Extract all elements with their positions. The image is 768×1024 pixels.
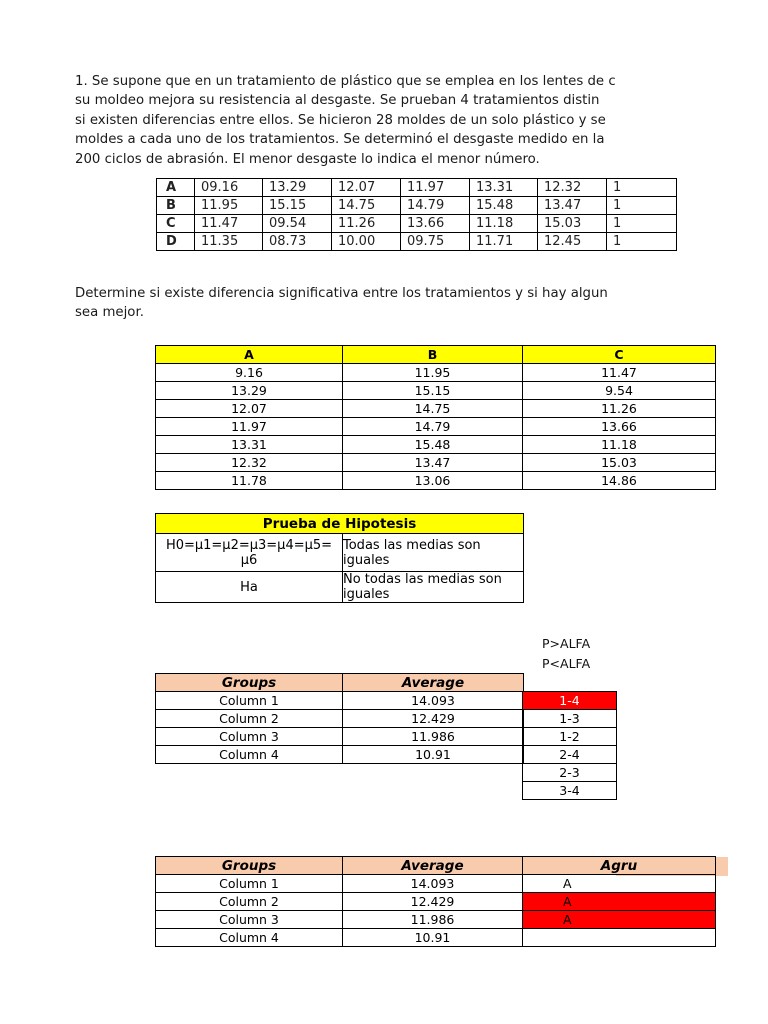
- table-cell: 14.75: [332, 197, 401, 215]
- table-cell: 12.07: [156, 400, 343, 418]
- table-cell: 12.32: [156, 454, 343, 472]
- grouping-table-wrapper: [155, 856, 638, 952]
- problem-line: si existen diferencias entre ellos. Se hicieron 28 moldes de un solo plástico y se: [75, 112, 606, 128]
- table-cell: 15.03: [523, 454, 716, 472]
- table-cell: 14.79: [401, 197, 470, 215]
- table-cell: 10.91: [343, 746, 524, 764]
- table-cell: 15.15: [263, 197, 332, 215]
- table-header-row: [156, 857, 716, 875]
- criteria-p-greater: P>ALFA: [542, 636, 591, 651]
- table-header-row: [156, 346, 716, 364]
- table-cell: 11.35: [195, 233, 263, 251]
- table-row: [156, 364, 716, 382]
- table-row: [156, 454, 716, 472]
- comparison-pair: 2-3: [523, 764, 617, 782]
- table-row: [156, 710, 524, 728]
- comparisons-table: [522, 691, 617, 800]
- ha-text: No todas las medias son iguales: [343, 572, 524, 603]
- table-cell: 11.986: [343, 728, 524, 746]
- table-cell: 14.86: [523, 472, 716, 490]
- comparison-pair-highlighted: 1-4: [523, 692, 617, 710]
- table-cell: 09.75: [401, 233, 470, 251]
- group-letter: A: [523, 875, 716, 893]
- samples-table-wrapper: [155, 345, 637, 497]
- table-cell: 10.91: [343, 929, 523, 947]
- table-row: [156, 746, 524, 764]
- column-header: Agru: [523, 857, 716, 875]
- table-cell: 1: [607, 197, 677, 215]
- table-cell: 08.73: [263, 233, 332, 251]
- table-row: [156, 728, 524, 746]
- table-cell: Column 4: [156, 929, 343, 947]
- table-cell: 11.95: [195, 197, 263, 215]
- table-row: [523, 782, 617, 800]
- data-table-wrapper: [156, 178, 622, 256]
- column-header: B: [343, 346, 523, 364]
- problem-statement: [75, 72, 616, 172]
- table-cell: 15.48: [470, 197, 538, 215]
- table-row: [157, 233, 677, 251]
- comparison-pair: 1-3: [523, 710, 617, 728]
- table-row: [157, 215, 677, 233]
- table-row: [523, 692, 617, 710]
- column-header: A: [156, 346, 343, 364]
- problem-line: moldes a cada uno de los tratamientos. Se determinó el desgaste medido en la: [75, 132, 605, 148]
- group-letter: [523, 929, 716, 947]
- column-header: Groups: [156, 674, 343, 692]
- table-cell: 9.54: [523, 382, 716, 400]
- table-header-row: [156, 674, 524, 692]
- table-row: [156, 929, 716, 947]
- table-cell: Column 2: [156, 893, 343, 911]
- table-cell: 09.54: [263, 215, 332, 233]
- table-row: [156, 534, 524, 572]
- table-row: [156, 436, 716, 454]
- table-cell: 11.47: [523, 364, 716, 382]
- table-cell: 1: [607, 215, 677, 233]
- table-cell: Column 1: [156, 875, 343, 893]
- criteria-p-less: P<ALFA: [542, 656, 591, 671]
- table-row: [157, 179, 677, 197]
- table-cell: 11.78: [156, 472, 343, 490]
- table-row: [156, 572, 524, 603]
- table-cell: 14.75: [343, 400, 523, 418]
- hypothesis-table: [155, 513, 524, 603]
- table-cell: 11.47: [195, 215, 263, 233]
- hypothesis-title: Prueba de Hipotesis: [156, 514, 524, 534]
- h0-label: H0=µ1=µ2=µ3=µ4=µ5= µ6: [156, 534, 343, 572]
- table-cell: 15.48: [343, 436, 523, 454]
- table-cell: 15.15: [343, 382, 523, 400]
- column-header: Groups: [156, 857, 343, 875]
- group-letter-highlighted: A: [523, 893, 716, 911]
- table-cell: 12.07: [332, 179, 401, 197]
- group-letter-highlighted: A: [523, 911, 716, 929]
- problem-line: su moldeo mejora su resistencia al desgaste. Se prueban 4 tratamientos distin: [75, 93, 600, 109]
- table-cell: 11.95: [343, 364, 523, 382]
- comparison-pair: 3-4: [523, 782, 617, 800]
- samples-table: [155, 345, 716, 490]
- grouping-table: [155, 856, 716, 947]
- table-cell: 14.79: [343, 418, 523, 436]
- column-header: Average: [343, 857, 523, 875]
- table-cell: 12.429: [343, 710, 524, 728]
- table-cell: 1: [607, 233, 677, 251]
- table-cell: 13.66: [401, 215, 470, 233]
- question-text: [75, 284, 616, 326]
- table-cell: 13.47: [343, 454, 523, 472]
- table-row: [156, 875, 716, 893]
- table-cell: 13.31: [470, 179, 538, 197]
- table-cell: 11.97: [156, 418, 343, 436]
- table-cell: 12.32: [538, 179, 607, 197]
- table-cell: 13.66: [523, 418, 716, 436]
- table-cell: 10.00: [332, 233, 401, 251]
- h0-text: Todas las medias son iguales: [343, 534, 524, 572]
- table-cell: Column 2: [156, 710, 343, 728]
- table-row: [156, 472, 716, 490]
- table-row: [523, 746, 617, 764]
- table-cell: 11.26: [332, 215, 401, 233]
- table-cell: Column 3: [156, 728, 343, 746]
- table-cell: 13.29: [156, 382, 343, 400]
- table-cell: 11.97: [401, 179, 470, 197]
- row-label: D: [157, 233, 195, 251]
- table-cell: 1: [607, 179, 677, 197]
- data-table: [156, 178, 677, 251]
- table-cell: 12.429: [343, 893, 523, 911]
- row-label: C: [157, 215, 195, 233]
- table-cell: 13.47: [538, 197, 607, 215]
- averages-table: [155, 673, 524, 764]
- table-row: [156, 418, 716, 436]
- table-cell: 11.18: [523, 436, 716, 454]
- row-label: A: [157, 179, 195, 197]
- question-line: sea mejor.: [75, 305, 144, 321]
- table-cell: 11.71: [470, 233, 538, 251]
- table-cell: Column 4: [156, 746, 343, 764]
- ha-label: Ha: [156, 572, 343, 603]
- table-row: [523, 728, 617, 746]
- table-cell: 14.093: [343, 692, 524, 710]
- table-cell: 12.45: [538, 233, 607, 251]
- row-label: B: [157, 197, 195, 215]
- problem-line: 1. Se supone que en un tratamiento de plástico que se emplea en los lentes de c: [75, 74, 616, 89]
- comparison-pair: 1-2: [523, 728, 617, 746]
- table-cell: 13.06: [343, 472, 523, 490]
- table-cell: Column 1: [156, 692, 343, 710]
- table-cell: 11.26: [523, 400, 716, 418]
- table-cell: 13.31: [156, 436, 343, 454]
- table-row: [156, 692, 524, 710]
- table-row: [156, 911, 716, 929]
- table-cell: 14.093: [343, 875, 523, 893]
- table-row: [523, 764, 617, 782]
- table-cell: 13.29: [263, 179, 332, 197]
- table-cell: 9.16: [156, 364, 343, 382]
- question-line: Determine si existe diferencia significativa entre los tratamientos y si hay algun: [75, 286, 608, 301]
- table-cell: 09.16: [195, 179, 263, 197]
- table-cell: 11.18: [470, 215, 538, 233]
- column-header: Average: [343, 674, 524, 692]
- table-row: [156, 400, 716, 418]
- comparison-pair: 2-4: [523, 746, 617, 764]
- table-cell: Column 3: [156, 911, 343, 929]
- table-row: [523, 710, 617, 728]
- table-row: [156, 382, 716, 400]
- table-header-row: [156, 514, 524, 534]
- column-header: C: [523, 346, 716, 364]
- table-row: [157, 197, 677, 215]
- problem-line: 200 ciclos de abrasión. El menor desgaste lo indica el menor número.: [75, 151, 540, 167]
- table-cell: 11.986: [343, 911, 523, 929]
- table-row: [156, 893, 716, 911]
- table-cell: 15.03: [538, 215, 607, 233]
